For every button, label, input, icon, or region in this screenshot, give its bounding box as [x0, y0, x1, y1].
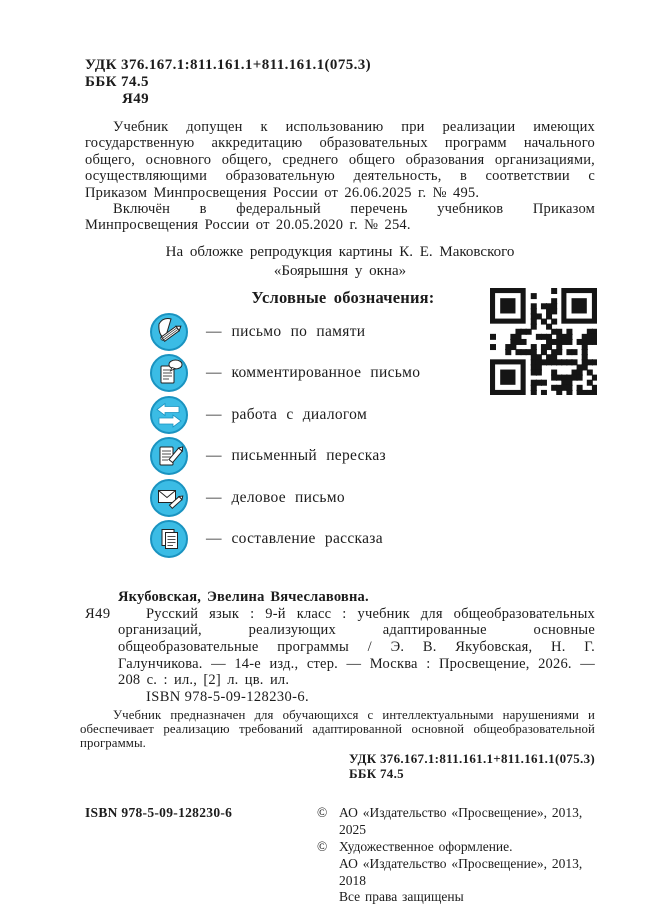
legend-dash: — [206, 488, 222, 506]
isbn-bottom: ISBN 978-5-09-128230-6 [85, 805, 233, 821]
approval-paragraph: Учебник допущен к использованию при реализации имеющих государственную аккредитацию образовательных программ начального общего, основного общего, среднего общего образования организациями, осуществляющими образовательную деятельность, в соответствии с Приказом Минпросвещения России от 26.06.2025 г. № 495. [85, 119, 595, 201]
legend-label: комментированное письмо [231, 364, 421, 382]
bib-author-sign: Я49 [85, 605, 111, 622]
udk-code: УДК 376.167.1:811.161.1+811.161.1(075.3) [85, 57, 372, 73]
sheet-pencil-icon [149, 436, 189, 476]
copyright-sign-spacer [317, 856, 339, 890]
copyright-line [317, 805, 595, 839]
bbk-code: ББК 74.5 [85, 74, 149, 90]
legend-item [149, 394, 595, 436]
copyright-text: Все права защищены [339, 889, 464, 905]
bib-description: Русский язык : 9-й класс : учебник для общеобразовательных организаций, реализующих адаптированные основные общеобразовательные программы / Э. В. Якубовская, Н. Г. Галунчикова. — 14-е изд., стер. — Москва : Просвещение, 2026. — 208 с. : ил., [2] л. цв. ил. [118, 605, 595, 689]
copyright-sign: © [317, 805, 328, 821]
bottom-codes-block [349, 751, 595, 781]
envelope-pencil-icon [149, 478, 189, 518]
legend-item [149, 477, 595, 519]
copyright-sign: © [317, 839, 328, 855]
bib-isbn: ISBN 978-5-09-128230-6. [146, 688, 310, 705]
federal-list-paragraph: Включён в федеральный перечень учебников Приказом Минпросвещения России от 20.05.2020 г. № 254. [85, 201, 595, 234]
copyright-sign-spacer [317, 889, 339, 906]
legend-dash: — [206, 530, 222, 548]
bib-author: Якубовская, Эвелина Вячеславовна. [118, 588, 369, 605]
cover-note [85, 243, 595, 281]
legend-dash: — [206, 447, 222, 465]
top-codes-block [85, 57, 595, 108]
legend-item [149, 518, 595, 560]
legend-label: работа с диалогом [231, 405, 368, 423]
legend-heading: Условные обозначения: [251, 287, 435, 307]
copyright-text: Художественное оформление. [339, 839, 513, 855]
author-sign: Я49 [122, 91, 150, 107]
qr-code [490, 288, 597, 395]
legend-label: письменный пересказ [231, 447, 386, 465]
copyright-text: АО «Издательство «Просвещение», 2013, 2018 [339, 855, 583, 888]
copyright-block [317, 805, 595, 906]
copyright-text: АО «Издательство «Просвещение», 2013, 2025 [339, 805, 583, 838]
legend-label: составление рассказа [231, 530, 383, 548]
cover-note-line2: «Боярышня у окна» [273, 262, 407, 279]
notepad-speech-icon [149, 353, 189, 393]
legend-label: письмо по памяти [231, 322, 366, 340]
copyright-line [317, 839, 595, 856]
bbk-code-bottom: ББК 74.5 [348, 766, 404, 782]
legend-dash: — [206, 364, 222, 382]
legend-section [85, 288, 595, 570]
qr-code-canvas [490, 288, 597, 395]
legend-dash: — [206, 322, 222, 340]
legend-dash: — [206, 405, 222, 423]
udk-code-bottom: УДК 376.167.1:811.161.1+811.161.1(075.3) [348, 751, 595, 767]
bibliographic-record [80, 588, 595, 782]
copyright-line [317, 889, 595, 906]
bib-annotation: Учебник предназначен для обучающихся с интеллектуальными нарушениями и обеспечивает реализацию требований адаптированной основной общеобразовательной программы. [80, 707, 595, 751]
cover-note-line1: На обложке репродукция картины К. Е. Маковского [165, 243, 515, 260]
pencil-writing-icon [149, 312, 189, 352]
copyright-line [317, 856, 595, 890]
swap-arrows-icon [149, 395, 189, 435]
copyright-section [85, 805, 595, 906]
legend-label: деловое письмо [231, 488, 345, 506]
stacked-pages-icon [149, 519, 189, 559]
legend-item [149, 435, 595, 477]
